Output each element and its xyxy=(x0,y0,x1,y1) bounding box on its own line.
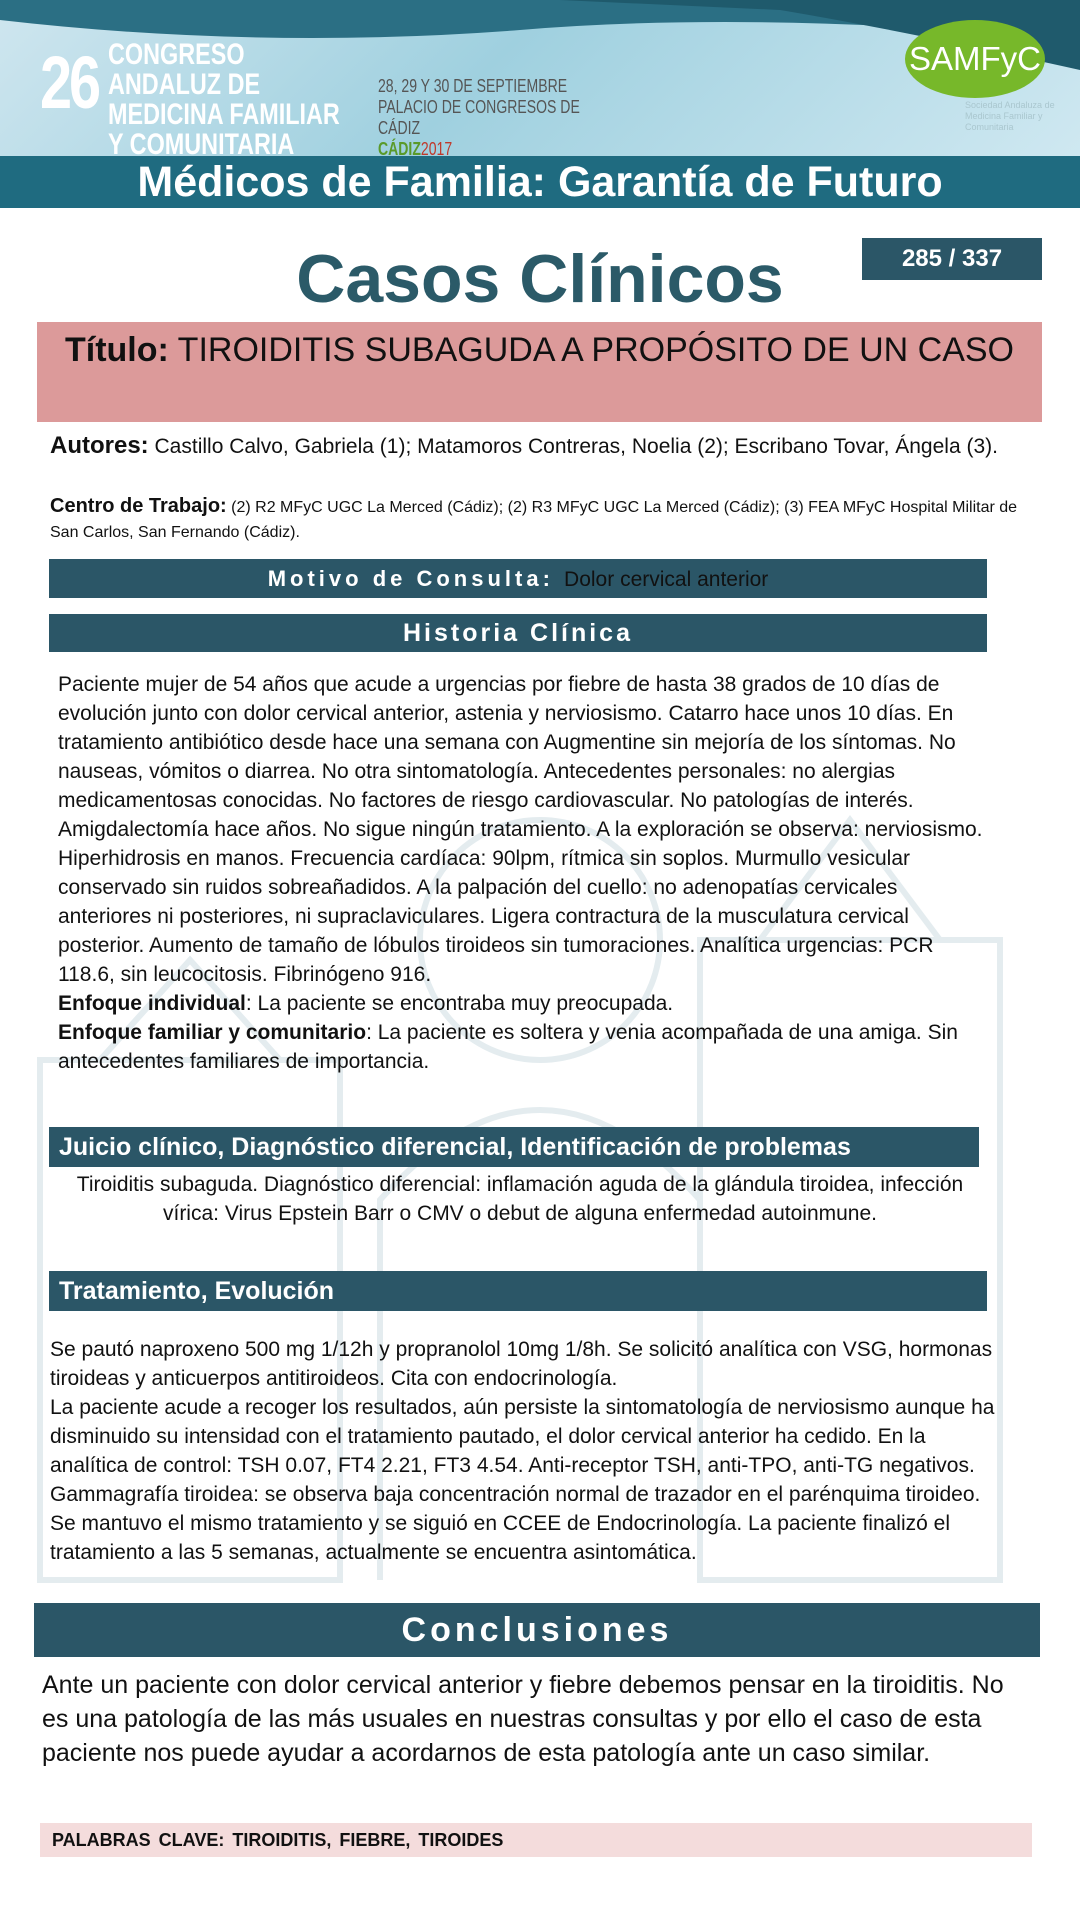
motivo-value: Dolor cervical anterior xyxy=(564,568,769,591)
congress-motto-banner: Médicos de Familia: Garantía de Futuro xyxy=(0,156,1080,208)
motivo-consulta-bar xyxy=(49,559,987,598)
tratamiento-text xyxy=(50,1335,1000,1567)
enfoque-familiar-text: : La paciente es soltera y venia acompañada de una amiga. Sin antecedentes familiares de importancia. xyxy=(58,1021,958,1073)
congress-venue: PALACIO DE CONGRESOS DE CÁDIZ xyxy=(378,97,580,138)
samfyc-logo-subtitle: Sociedad Andaluza de Medicina Familiar y Comunitaria xyxy=(965,100,1055,132)
workplace-value: (2) R2 MFyC UGC La Merced (Cádiz); (2) R3 MFyC UGC La Merced (Cádiz); (3) FEA MFyC Hospital Militar de San Carlos, San Fernando (Cádiz). xyxy=(50,499,1018,541)
tratamiento-paragraph-1: Se pautó naproxeno 500 mg 1/12h y propranolol 10mg 1/8h. Se solicitó analítica con VSG, hormonas tiroideas y anticuerpos antitiroideos. Cita con endocrinología. xyxy=(50,1338,993,1390)
workplace-label: Centro de Trabajo: xyxy=(50,495,227,517)
samfyc-logo: SAMFyC xyxy=(905,20,1045,98)
authors xyxy=(50,432,1040,460)
historia-clinica-text xyxy=(58,670,988,1076)
edition-number: 26 xyxy=(40,41,98,124)
enfoque-individual-text: : La paciente se encontraba muy preocupada. xyxy=(245,992,674,1015)
case-title-box xyxy=(37,322,1042,422)
keywords-bar: PALABRAS CLAVE: TIROIDITIS, FIEBRE, TIROIDES xyxy=(40,1823,1032,1857)
page-counter: 285 / 337 xyxy=(862,238,1042,280)
case-title-label: Título: xyxy=(64,331,169,369)
case-title-value: TIROIDITIS SUBAGUDA A PROPÓSITO DE UN CASO xyxy=(177,331,1014,369)
conclusiones-heading: Conclusiones xyxy=(34,1603,1040,1657)
congress-city: CÁDIZ xyxy=(378,139,421,156)
page-title: Casos Clínicos xyxy=(296,241,784,317)
conclusiones-text: Ante un paciente con dolor cervical anterior y fiebre debemos pensar en la tiroiditis. No es una patología de las más usuales en nuestras consultas y por ello el caso de esta paciente nos puede ayudar a acordarnos de esta patología ante un caso similar. xyxy=(42,1671,1004,1767)
workplace xyxy=(50,494,1040,545)
tratamiento-paragraph-2: La paciente acude a recoger los resultados, aún persiste la sintomatología de nerviosismo aunque ha disminuido su intensidad con el tratamiento pautado, el dolor cervical anterior ha cedido. En la analítica de control: TSH 0.07, FT4 2.21, FT3 4.54. Anti-receptor TSH, anti-TPO, anti-TG negativos. Gammagrafía tiroidea: se observa baja concentración normal de trazador en el parénquima tiroideo. Se mantuvo el mismo tratamiento y se siguió en CCEE de Endocrinología. La paciente finalizó el tratamiento a las 5 semanas, actualmente se encuentra asintomática. xyxy=(50,1396,995,1564)
authors-value: Castillo Calvo, Gabriela (1); Matamoros Contreras, Noelia (2); Escribano Tovar, Ángela (3). xyxy=(154,435,998,458)
congress-header xyxy=(0,0,1080,156)
enfoque-familiar-label: Enfoque familiar y comunitario xyxy=(58,1021,367,1044)
congress-year: 2017 xyxy=(420,139,453,156)
congress-dates: 28, 29 Y 30 DE SEPTIEMBRE xyxy=(378,76,568,96)
juicio-clinico-heading: Juicio clínico, Diagnóstico diferencial, Identificación de problemas xyxy=(49,1127,979,1167)
congress-name: CONGRESO ANDALUZ DE MEDICINA FAMILIAR Y COMUNITARIA xyxy=(108,38,340,156)
motivo-label: Motivo de Consulta: xyxy=(267,566,554,591)
juicio-clinico-text: Tiroiditis subaguda. Diagnóstico diferencial: inflamación aguda de la glándula tiroidea, infección vírica: Virus Epstein Barr o CMV o debut de alguna enfermedad autoinmune. xyxy=(76,1173,964,1225)
historia-clinica-heading: Historia Clínica xyxy=(49,614,987,652)
enfoque-individual-label: Enfoque individual xyxy=(58,992,246,1015)
authors-label: Autores: xyxy=(50,432,149,459)
tratamiento-heading: Tratamiento, Evolución xyxy=(49,1271,987,1311)
congress-details xyxy=(378,76,612,156)
historia-body: Paciente mujer de 54 años que acude a urgencias por fiebre de hasta 38 grados de 10 días de evolución junto con dolor cervical anterior, astenia y nerviosismo. Catarro hace unos 10 días. En tratamiento antibiótico desde hace una semana con Augmentine sin mejoría de los síntomas. No nauseas, vómitos o diarrea. No otra sintomatología. Antecedentes personales: no alergias medicamentosas conocidas. No factores de riesgo cardiovascular. No patologías de interés. Amigdalectomía hace años. No sigue ningún tratamiento. A la exploración se observa: nerviosismo. Hiperhidrosis en manos. Frecuencia cardíaca: 90lpm, rítmica sin soplos. Murmullo vesicular conservado sin ruidos sobreañadidos. A la palpación del cuello: no adenopatías cervicales anteriores ni posteriores, ni supraclaviculares. Ligera contractura de la musculatura cervical posterior. Aumento de tamaño de lóbulos tiroideos sin tumoraciones. Analítica urgencias: PCR 118.6, sin leucocitosis. Fibrinógeno 916. xyxy=(58,673,983,986)
